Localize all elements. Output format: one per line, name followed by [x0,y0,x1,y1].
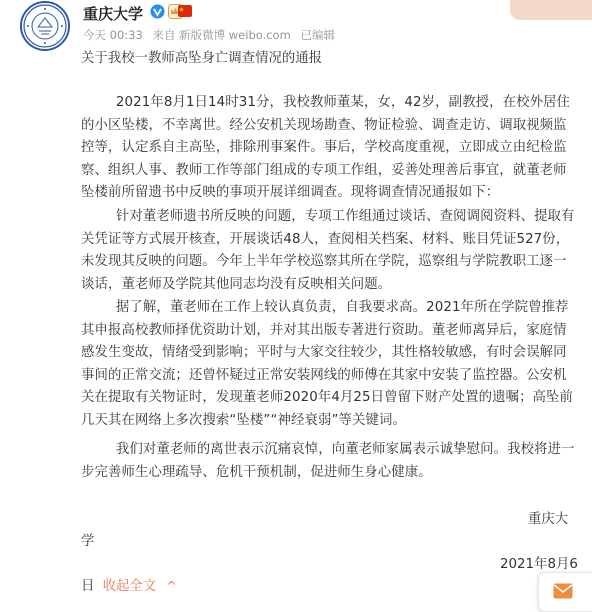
post-meta [83,27,341,43]
paragraph-1: 2021年8月1日14时31分，我校教师董某，女，42岁，副教授，在校外居住的小区坠楼，不幸离世。经公安机关现场勘查、物证检验、调查走访、调取视频监控等，认定系自主高坠，排除刑事案件。事后，学校高度重视，立即成立由纪检监察、组织人事、教师工作等部门组成的专项工作组，妥善处理善后事宜，就董老师坠楼前所留遗书中反映的事项开展详细调查。现将调查情况通报如下： [81,95,571,201]
post-date: 2021年8月6 [500,557,578,572]
paragraph-3: 据了解，董老师在工作上较认真负责，自我要求高。2021年所在学院曾推荐其申报高校教师择优资助计划，并对其出版专著进行资助。董老师离异后，家庭情感发生变故，情绪受到影响；平时与大家交往较少，其性格较敏感，有时会误解同事间的正常交流；还曾怀疑过正常安装网线的师傅在其家中安装了监控器。公安机关在提取有关物证时，发现董老师2020年4月25日曾留下财产处置的遗嘱；高坠前几天其在网络上多次搜索“坠楼”“神经衰弱”等关键词。 [81,300,574,428]
post-header [0,0,592,45]
post-footer [81,575,177,594]
signature-line-1: 重庆大 [528,512,569,527]
china-flag-icon [178,4,192,19]
paragraph-2: 针对董老师遗书所反映的问题，专项工作组通过谈话、查阅调阅资料、提取有关凭证等方式展开核查，开展谈话48人，查阅相关档案、材料、账目凭证527份，未发现其反映的问题。今年上半年学校巡察其所在学院，巡察组与学院教职工逐一谈话，董老师及学院其他同志均没有反映相关问题。 [81,209,575,292]
message-float-button[interactable] [538,572,592,612]
edited-label[interactable]: 已编辑 [300,28,335,42]
verified-v-icon[interactable] [150,4,165,19]
paragraph-4: 我们对董老师的离世表示沉痛哀悼，向董老师家属表示诚挚慰问。我校将进一步完善师生心理疏导、危机干预机制，促进师生身心健康。 [81,442,575,480]
avatar-seal-icon [22,3,68,49]
post-title: 关于我校一教师高坠身亡调查情况的通报 [81,51,323,66]
post-time[interactable]: 今天 00:33 [83,28,143,42]
decorative-banner [510,0,592,20]
chevron-up-icon[interactable]: ^ [166,579,177,593]
collapse-text-button[interactable]: 收起全文 [102,579,157,594]
post-source: 来自 新版微博 weibo.com [152,28,291,42]
user-name[interactable]: 重庆大学 [83,5,144,23]
trailing-char: 日 [81,579,95,594]
signature-line-2: 学 [81,534,95,549]
mail-icon [553,583,573,599]
avatar[interactable] [20,1,70,51]
